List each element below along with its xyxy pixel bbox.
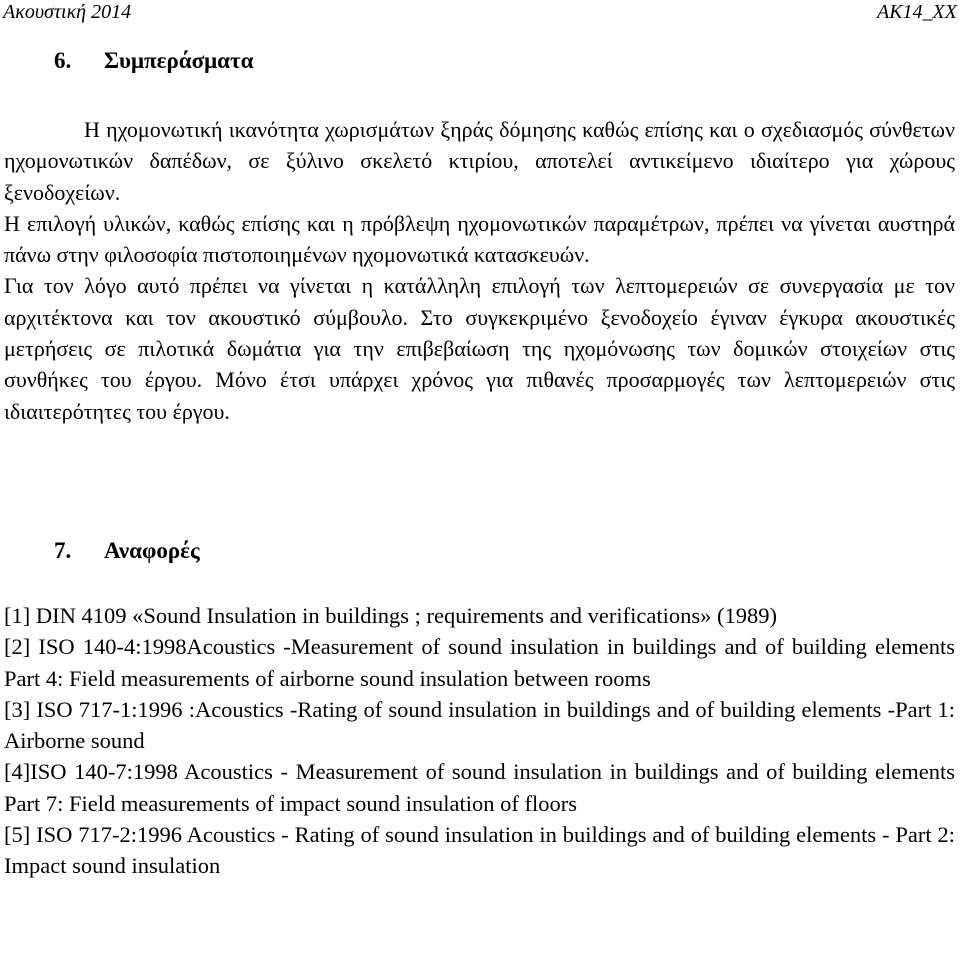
reference-item: [4]ISO 140-7:1998 Acoustics - Measurement of sound insulation in buildings and of building elements Part 7: Field measurements of impact sound insulation of floors [4,759,955,816]
section-number: 6. [54,48,72,73]
section-title: Αναφορές [104,538,200,563]
conclusions-body [4,114,955,427]
header-code: AK14_XX [877,1,957,23]
reference-item: [1] DIN 4109 «Sound Insulation in buildings ; requirements and verifications» (1989) [4,603,777,628]
references-list [4,600,955,882]
paragraph: Για τον λόγο αυτό πρέπει να γίνεται η κατάλληλη επιλογή των λεπτομερειών σε συνεργασία με τον αρχιτέκτονα και τον ακουστικό σύμβουλο. Στο συγκεκριμένο ξενοδοχείο έγιναν έγκυρα ακουστικές μετρήσεις σε πιλοτικά δωμάτια για την επιβεβαίωση της ηχομόνωσης των δομικών στοιχείων στις συνθήκες του έργου. Μόνο έτσι υπάρχει χρόνος για πιθανές προσαρμογές των λεπτομερειών στις ιδιαιτερότητες του έργου. [4,273,955,424]
reference-item: [2] ISO 140-4:1998Acoustics -Measurement of sound insulation in buildings and of building elements Part 4: Field measurements of airborne sound insulation between rooms [4,634,955,691]
section-title: Συμπεράσματα [104,48,254,73]
reference-item: [3] ISO 717-1:1996 :Acoustics -Rating of sound insulation in buildings and of building elements -Part 1: Airborne sound [4,696,955,754]
paragraph: Η ηχομονωτική ικανότητα χωρισμάτων ξηράς δόμησης καθώς επίσης και ο σχεδιασμός σύνθετων ηχομονωτικών δαπέδων, σε ξύλινο σκελετό κτιρίου, αποτελεί αντικείμενο ιδιαίτερο για χώρους ξενοδοχείων. [4,117,955,205]
paragraph: Η επιλογή υλικών, καθώς επίσης και η πρόβλεψη ηχομονωτικών παραμέτρων, πρέπει να γίνεται αυστηρά πάνω στην φιλοσοφία πιστοποιημένων ηχομονωτικά κατασκευών. [4,210,955,268]
reference-item: [5] ISO 717-2:1996 Acoustics - Rating of sound insulation in buildings and of building elements - Part 2: Impact sound insulation [4,822,955,879]
header-title: Ακουστική 2014 [3,1,132,23]
references-heading [54,536,200,566]
conclusions-heading [54,46,253,76]
section-number: 7. [54,538,72,563]
page-header [3,0,957,24]
